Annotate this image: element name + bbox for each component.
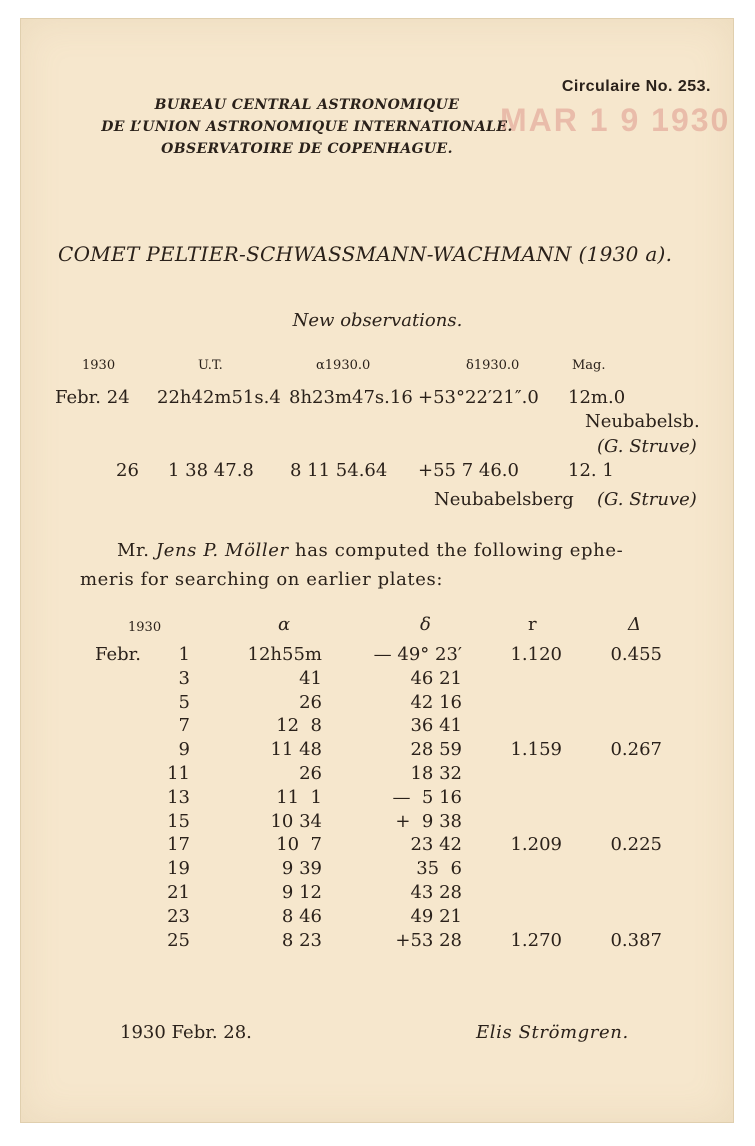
eph-day-cell: 23 xyxy=(167,905,190,927)
eph-ra-cell: 10 34 xyxy=(270,810,322,832)
eph-ra-cell: 8 23 xyxy=(281,929,322,951)
eph-col-dec: δ xyxy=(420,614,431,635)
eph-col-year: 1930 xyxy=(128,620,162,635)
postmark-stamp: MAR 1 9 1930 xyxy=(500,102,731,138)
eph-ra-cell: 9 39 xyxy=(281,858,322,880)
bureau-line: BUREAU CENTRAL ASTRONOMIQUE xyxy=(154,97,460,113)
obs-observer: (G. Struve) xyxy=(597,489,697,510)
eph-dec-cell: 28 59 xyxy=(410,739,462,761)
obs-ut: 1 38 47.8 xyxy=(168,460,254,481)
obs-place: Neubabelsberg xyxy=(434,489,574,510)
eph-month: Febr. xyxy=(95,644,142,665)
eph-dec-cell: 35 6 xyxy=(416,858,462,880)
eph-ra-cell: 12h55m xyxy=(247,644,322,665)
eph-delta-cell: 0.387 xyxy=(610,929,662,951)
obs-date: Febr. 24 xyxy=(55,387,130,408)
eph-r-cell: 1.209 xyxy=(510,834,562,856)
obs-col-year: 1930 xyxy=(82,358,116,373)
intro-line-1 xyxy=(80,536,700,565)
bureau-line: DE L’UNION ASTRONOMIQUE INTERNATIONALE. xyxy=(101,119,513,135)
signature: Elis Strömgren. xyxy=(476,1022,629,1043)
eph-day-cell: 13 xyxy=(167,786,190,808)
circular-number: Circulaire No. 253. xyxy=(561,78,711,95)
comet-title xyxy=(58,242,672,266)
eph-day-cell: 25 xyxy=(167,929,190,951)
eph-day-cell: 11 xyxy=(167,763,190,784)
eph-ra-cell: 11 48 xyxy=(270,739,322,761)
obs-dec: +53°22′21″.0 xyxy=(418,387,539,408)
eph-r-cell: 1.270 xyxy=(510,929,562,951)
ephemeris-intro xyxy=(80,536,700,594)
obs-ut: 22h42m51s.4 xyxy=(157,387,281,408)
eph-delta-cell: 0.267 xyxy=(610,739,662,761)
eph-day-cell: 9 xyxy=(178,739,190,761)
eph-dec-cell: — 49° 23′ xyxy=(373,644,462,665)
obs-col-mag: Mag. xyxy=(572,358,606,373)
eph-ra-cell: 11 1 xyxy=(276,786,322,808)
eph-day-cell: 3 xyxy=(178,667,190,689)
eph-dec-cell: 36 41 xyxy=(410,715,462,737)
obs-mag: 12m.0 xyxy=(568,387,626,408)
person-name: Jens P. Möller xyxy=(155,540,289,561)
eph-dec-cell: 46 21 xyxy=(410,667,462,689)
obs-dec: +55 7 46.0 xyxy=(418,460,519,481)
eph-day-cell: 21 xyxy=(167,882,190,903)
eph-day-cell: 15 xyxy=(167,810,190,832)
intro-line-2: meris for searching on earlier plates: xyxy=(80,569,443,590)
eph-delta-cell: 0.455 xyxy=(610,644,662,665)
eph-day-cell: 7 xyxy=(178,715,190,737)
obs-col-ut: U.T. xyxy=(198,358,223,373)
eph-day-cell: 1 xyxy=(178,644,190,665)
intro-prefix: Mr. xyxy=(117,540,150,561)
eph-dec-cell: 18 32 xyxy=(410,763,462,784)
eph-dec-cell: 42 16 xyxy=(410,691,462,713)
obs-date: 26 xyxy=(116,460,139,481)
obs-col-dec: δ1930.0 xyxy=(466,358,520,373)
eph-ra-cell: 9 12 xyxy=(281,882,322,903)
eph-r-cell: 1.159 xyxy=(510,739,562,761)
eph-dec-cell: 49 21 xyxy=(410,905,462,927)
eph-day-cell: 5 xyxy=(178,691,190,713)
eph-ra-cell: 8 46 xyxy=(281,905,322,927)
obs-ra: 8h23m47s.16 xyxy=(289,387,413,408)
comet-designation: (1930 a). xyxy=(578,242,673,266)
bureau-header xyxy=(60,94,554,160)
eph-ra-cell: 26 xyxy=(299,691,322,713)
intro-suffix: has computed the following ephe- xyxy=(295,540,624,561)
bureau-line: OBSERVATOIRE DE COPENHAGUE. xyxy=(161,141,453,157)
eph-dec-cell: +53 28 xyxy=(395,929,462,951)
eph-day-cell: 19 xyxy=(167,858,190,880)
eph-col-delta: Δ xyxy=(628,614,641,635)
comet-name: COMET PELTIER-SCHWASSMANN-WACHMANN xyxy=(58,242,572,266)
eph-r-cell: 1.120 xyxy=(510,644,562,665)
eph-dec-cell: 23 42 xyxy=(410,834,462,856)
eph-col-ra: α xyxy=(278,614,291,635)
observations-heading: New observations. xyxy=(292,310,463,331)
eph-ra-cell: 10 7 xyxy=(276,834,322,856)
eph-dec-cell: + 9 38 xyxy=(395,810,462,832)
eph-dec-cell: — 5 16 xyxy=(392,786,462,808)
eph-delta-cell: 0.225 xyxy=(610,834,662,856)
eph-ra-cell: 12 8 xyxy=(276,715,322,737)
eph-day-cell: 17 xyxy=(167,834,190,856)
circular-date: 1930 Febr. 28. xyxy=(120,1022,252,1043)
eph-ra-cell: 41 xyxy=(299,667,322,689)
eph-ra-cell: 26 xyxy=(299,763,322,784)
obs-place: Neubabelsb. xyxy=(585,411,700,432)
obs-mag: 12. 1 xyxy=(568,460,614,481)
eph-col-r: r xyxy=(528,614,537,635)
eph-dec-cell: 43 28 xyxy=(410,882,462,903)
obs-ra: 8 11 54.64 xyxy=(290,460,388,481)
obs-col-ra: α1930.0 xyxy=(316,358,371,373)
obs-observer: (G. Struve) xyxy=(597,436,697,457)
